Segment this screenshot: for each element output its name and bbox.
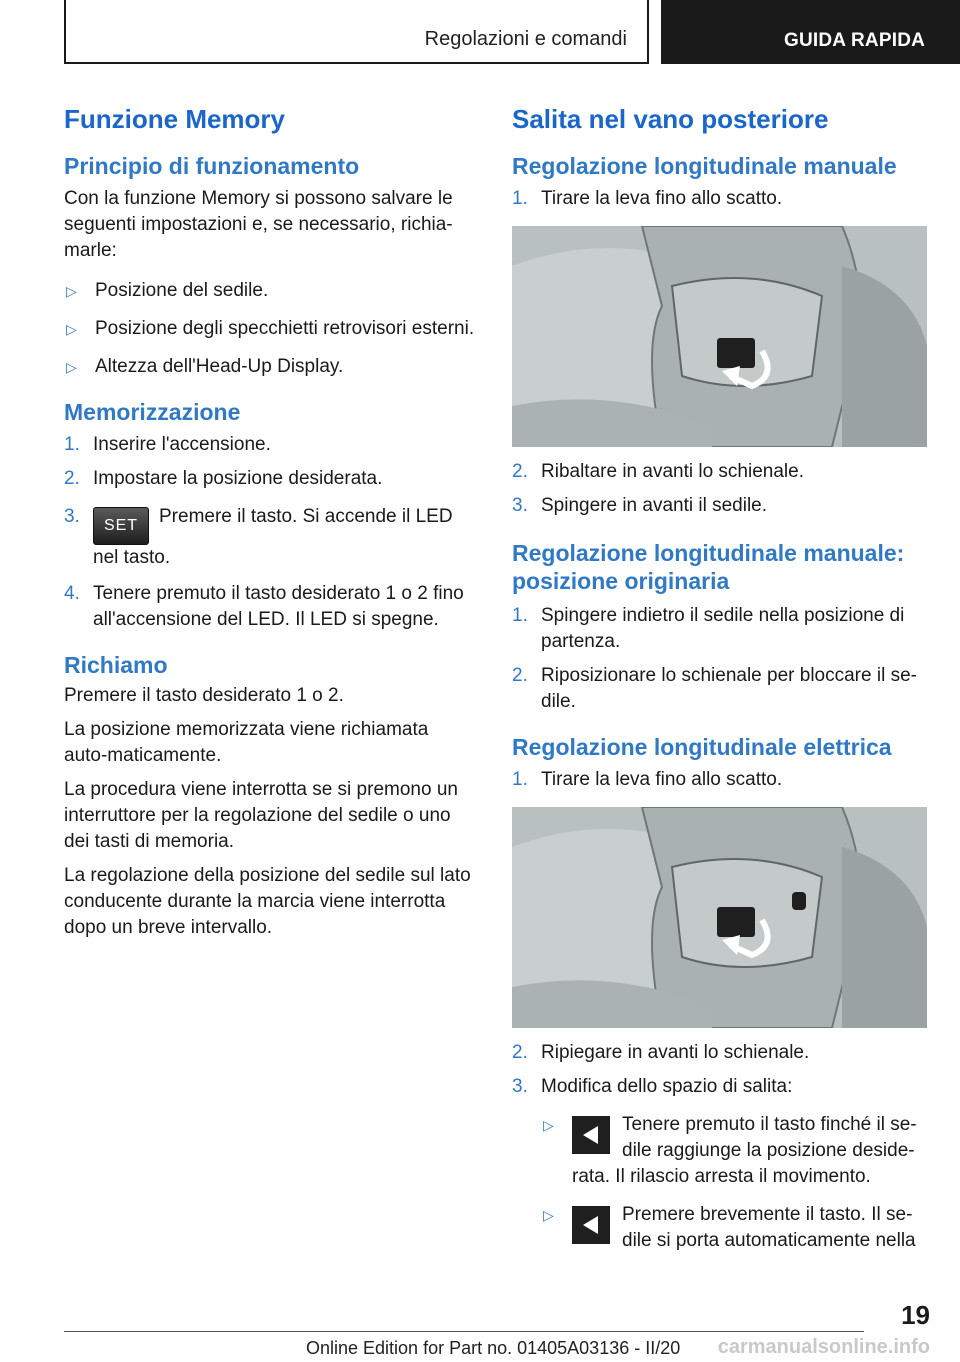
header-tab-label: GUIDA RAPIDA [784,30,926,51]
recall-paragraph: Premere il tasto desiderato 1 o 2. [64,685,344,706]
bullet-item: ▷ Altezza dell'Head-Up Display. [64,354,476,380]
recall-paragraph: La regolazione della posizione del sedile sul lato conducente durante la marcia viene interrotta dopo un breve intervallo. [64,865,471,938]
step-item: 3. Modifica dello spazio di salita: [512,1076,793,1097]
triangle-bullet-icon: ▷ [66,359,77,375]
step-item: 2. Ripiegare in avanti lo schienale. [512,1042,810,1063]
electric-seat-illustration [512,807,927,1028]
left-column [64,100,476,941]
bullet-item: ▷ Posizione del sedile. [64,278,476,304]
sub-bullet-item: ▷ Tenere premuto il tasto finché il se-dile raggiunge la posizione deside-rata. Il rilascio arresta il movimento. [512,1112,924,1190]
sub-bullet-item: ▷ Premere brevemente il tasto. Il se-dile si porta automaticamente nella [512,1202,924,1254]
bullet-item: ▷ Posizione degli specchietti retrovisori esterni. [64,316,476,342]
heading-electric: Regolazione longitudinale elettrica [512,734,892,760]
recall-paragraph: La posizione memorizzata viene richiamata auto-maticamente. [64,719,429,766]
seat-forward-button-icon [572,1116,610,1154]
step-item: 1. Tirare la leva fino allo scatto. [512,188,783,209]
header-tab[interactable] [661,0,960,64]
triangle-bullet-icon: ▷ [543,1117,554,1133]
seat-lever-illustration [512,226,927,447]
footer-edition: Online Edition for Part no. 01405A03136 - II/20 [306,1338,681,1358]
heading-principle: Principio di funzionamento [64,153,360,179]
heading-memorization: Memorizzazione [64,399,241,425]
triangle-bullet-icon: ▷ [66,321,77,337]
step-item: 1. Tirare la leva fino allo scatto. [512,769,783,790]
step-item: 4. Tenere premuto il tasto desiderato 1 o 2 fino all'accensione del LED. Il LED si spegne. [64,583,464,630]
page-number: 19 [901,1300,930,1330]
step-item: 3. Spingere in avanti il sedile. [512,495,768,516]
heading-manual: Regolazione longitudinale manuale [512,153,897,179]
heading-recall: Richiamo [64,652,168,678]
header-section-title: Regolazioni e comandi [424,28,627,50]
triangle-bullet-icon: ▷ [66,283,77,299]
footer-divider [64,1331,864,1332]
heading-memory: Funzione Memory [64,104,286,134]
step-item: 1. Inserire l'accensione. [64,434,271,455]
step-item: 2. Riposizionare lo schienale per bloccare il se-dile. [512,665,917,712]
step-item: 1. Spingere indietro il sedile nella posizione di partenza. [512,605,905,652]
step-item: 2. Impostare la posizione desiderata. [64,468,383,489]
watermark: carmanualsonline.info [717,1336,930,1358]
seat-forward-button-icon [572,1206,610,1244]
principle-intro: Con la funzione Memory si possono salvare le seguenti impostazioni e, se necessario, richia-marle: [64,188,453,261]
header-frame [64,0,649,64]
triangle-bullet-icon: ▷ [543,1207,554,1223]
right-column [512,100,924,1254]
step-item: 2. Ribaltare in avanti lo schienale. [512,461,804,482]
heading-rear-entry: Salita nel vano posteriore [512,104,829,134]
step-item: 3. SET Premere il tasto. Si accende il LED nel tasto. [64,506,453,568]
heading-original-position: Regolazione longitudinale manuale: posizione originaria [512,540,905,594]
recall-paragraph: La procedura viene interrotta se si premono un interruttore per la regolazione del sedile o uno dei tasti di memoria. [64,779,458,852]
set-button-icon: SET [93,507,149,545]
